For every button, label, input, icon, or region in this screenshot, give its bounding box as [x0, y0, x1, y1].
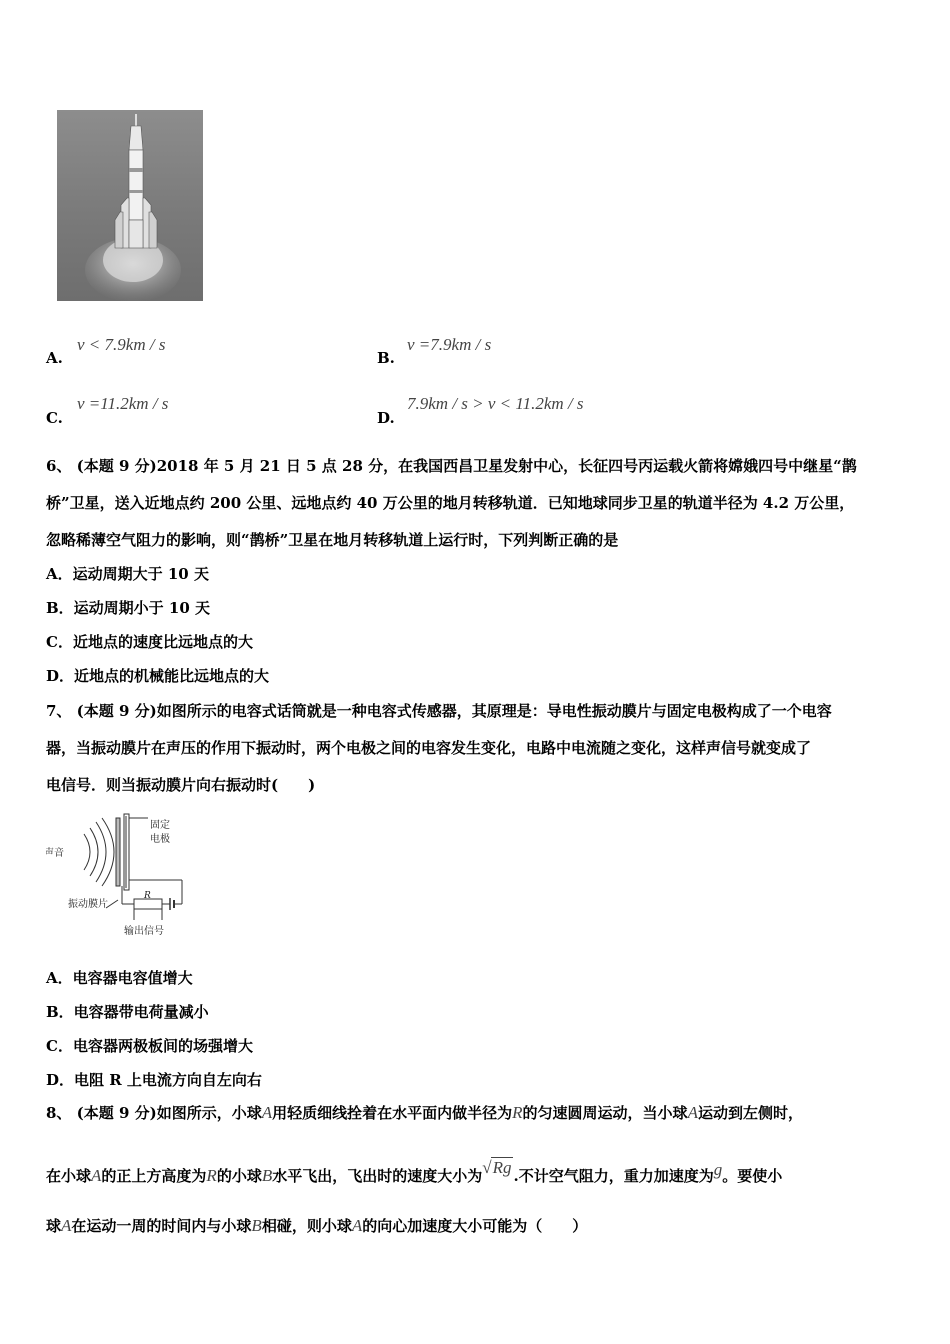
q6-option-d: D．近地点的机械能比远地点的大	[46, 667, 270, 685]
q5-option-b-label: B.	[377, 349, 395, 367]
q7-option-b: B．电容器带电荷量减小	[46, 1003, 209, 1021]
q5-option-d-label: D.	[377, 409, 395, 427]
label-fixed-electrode-2: 电极	[150, 834, 170, 845]
label-sound: 声音	[46, 848, 64, 859]
q8-stem-line-1: 8、 (本题 9 分)如图所示，小球A用轻质细线拴着在水平面内做半径为R的匀速圆周运动，当小球A运动到左侧时，	[46, 1103, 803, 1122]
q7-stem-line-3: 电信号．则当振动膜片向右振动时( )	[46, 776, 316, 794]
q7-stem-line-2: 器，当振动膜片在声压的作用下振动时，两个电极之间的电容发生变化，电路中电流随之变化，这样声信号就变成了	[46, 739, 812, 757]
label-fixed-electrode-1: 固定	[150, 820, 170, 831]
q5-option-a-label: A.	[46, 349, 63, 367]
q5-option-a-math: v < 7.9km / s	[77, 335, 166, 354]
q5-option-b-math: v =7.9km / s	[407, 335, 492, 354]
q5-option-c-math: v =11.2km / s	[77, 394, 169, 413]
q7-option-d: D．电阻 R 上电流方向自左向右	[46, 1071, 262, 1089]
microphone-circuit-diagram	[46, 812, 196, 940]
rocket-illustration	[57, 110, 203, 301]
q7-option-a: A．电容器电容值增大	[46, 969, 193, 987]
q6-option-a: A．运动周期大于 10 天	[46, 565, 209, 583]
q5-option-d-math: 7.9km / s > v < 11.2km / s	[407, 394, 584, 413]
q7-option-c: C．电容器两极板间的场强增大	[46, 1037, 253, 1055]
q6-option-b: B．运动周期小于 10 天	[46, 599, 210, 617]
q8-stem-line-2: 在小球A的正上方高度为R的小球B水平飞出，飞出时的速度大小为√Rg .不计空气阻力，重力加速度为g。要使小	[46, 1158, 783, 1185]
rocket-image	[57, 110, 203, 301]
q6-stem-line-3: 忽略稀薄空气阻力的影响，则“鹊桥”卫星在地月转移轨道上运行时，下列判断正确的是	[46, 531, 619, 549]
circuit-svg	[46, 812, 196, 940]
q6-stem-line-2: 桥”卫星，送入近地点约 200 公里、远地点约 40 万公里的地月转移轨道．已知地球同步卫星的轨道半径为 4.2 万公里，	[46, 494, 855, 512]
q8-stem-line-3: 球A在运动一周的时间内与小球B相碰，则小球A的向心加速度大小可能为（ ）	[46, 1216, 588, 1235]
q7-stem-line-1: 7、 (本题 9 分)如图所示的电容式话筒就是一种电容式传感器，其原理是：导电性振动膜片与固定电极构成了一个电容	[46, 702, 832, 720]
label-diaphragm: 振动膜片	[68, 899, 108, 910]
q6-option-c: C．近地点的速度比远地点的大	[46, 633, 253, 651]
q5-option-c-label: C.	[46, 409, 63, 427]
label-output-signal: 输出信号	[124, 926, 164, 937]
label-resistor: R	[144, 891, 151, 901]
q6-stem-line-1: 6、 (本题 9 分)2018 年 5 月 21 日 5 点 28 分，在我国西昌卫星发射中心，长征四号丙运载火箭将嫦娥四号中继星“鹊	[46, 457, 857, 475]
